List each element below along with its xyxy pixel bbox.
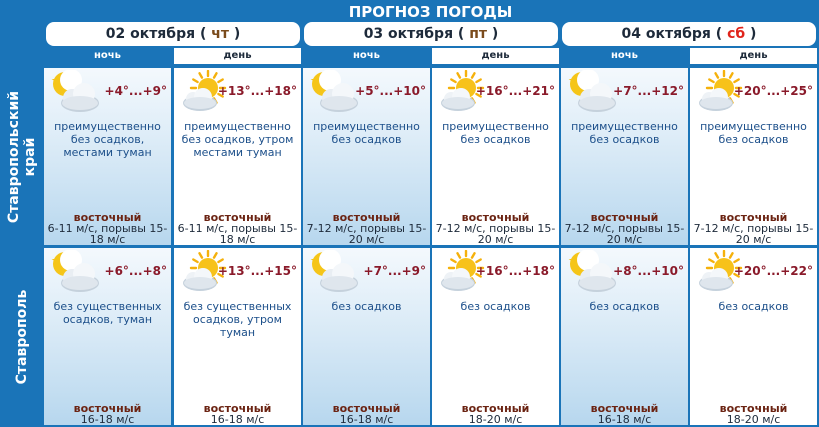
weather-description: преимущественно без осадков	[442, 120, 549, 146]
wind-info	[432, 212, 559, 245]
weather-description: без осадков	[589, 300, 660, 313]
wind-direction: восточный	[203, 211, 272, 224]
forecast-cell	[690, 68, 817, 245]
forecast-cell	[561, 248, 688, 425]
forecast-cell	[432, 68, 559, 245]
date-header	[304, 22, 558, 46]
wind-speed: 7-12 м/с, порывы 15-20 м/с	[306, 222, 427, 245]
weather-description: без существенных осадков, утром туман	[183, 300, 292, 339]
wind-direction: восточный	[590, 402, 659, 415]
wind-direction: восточный	[332, 402, 401, 415]
dow-bracket: (	[453, 26, 470, 42]
wind-direction: восточный	[73, 211, 142, 224]
weather-description: без осадков	[718, 300, 789, 313]
wind-speed: 6-11 м/с, порывы 15-18 м/с	[177, 222, 298, 245]
dow-bracket: )	[487, 26, 499, 42]
temperature-range: +7°...+9°	[363, 264, 426, 278]
forecast-cell	[44, 248, 171, 425]
temperature-range: +7°...+12°	[613, 84, 684, 98]
wind-info	[44, 403, 171, 425]
wind-speed: 16-18 м/с	[597, 413, 652, 425]
wind-speed: 7-12 м/с, порывы 15-20 м/с	[693, 222, 814, 245]
dow-bracket: (	[195, 26, 212, 42]
weather-description: преимущественно без осадков	[700, 120, 807, 146]
dow-bracket: )	[228, 26, 241, 42]
dow-bracket: (	[710, 26, 728, 42]
wind-info	[174, 212, 301, 245]
moon-cloud-icon	[48, 70, 104, 114]
temperature-range: +8°...+10°	[613, 264, 684, 278]
wind-direction: восточный	[461, 402, 530, 415]
wind-direction: восточный	[590, 211, 659, 224]
forecast-cell	[303, 248, 430, 425]
night-label: ночь	[303, 48, 430, 64]
wind-info	[303, 403, 430, 425]
day-label: день	[174, 48, 301, 64]
wind-info	[690, 403, 817, 425]
region-header	[0, 246, 44, 427]
region-header	[0, 66, 44, 247]
wind-info	[561, 212, 688, 245]
wind-direction: восточный	[719, 402, 788, 415]
night-label: ночь	[561, 48, 688, 64]
weather-description: без осадков	[331, 300, 402, 313]
weather-description: преимущественно без осадков, местами туман	[54, 120, 161, 159]
wind-direction: восточный	[461, 211, 530, 224]
dow-bracket: )	[745, 26, 757, 42]
wind-speed: 16-18 м/с	[80, 413, 135, 425]
temperature-range: +20°...+25°	[733, 84, 813, 98]
wind-info	[303, 212, 430, 245]
wind-info	[690, 212, 817, 245]
wind-direction: восточный	[203, 402, 272, 415]
date-label: 04 октября	[621, 26, 711, 42]
wind-speed: 18-20 м/с	[468, 413, 523, 425]
forecast-cell	[44, 68, 171, 245]
date-label: 02 октября	[105, 26, 196, 42]
night-label: ночь	[44, 48, 171, 64]
wind-info	[174, 403, 301, 425]
wind-direction: восточный	[73, 402, 142, 415]
day-of-week: чт	[211, 26, 229, 42]
region-name: Ставропольский край	[6, 90, 38, 223]
weather-description: преимущественно без осадков, утром местами туман	[181, 120, 294, 159]
temperature-range: +13°...+15°	[217, 264, 297, 278]
day-label: день	[432, 48, 559, 64]
temperature-range: +16°...+21°	[475, 84, 555, 98]
wind-info	[432, 403, 559, 425]
forecast-cell	[174, 248, 301, 425]
forecast-title: ПРОГНОЗ ПОГОДЫ	[44, 2, 817, 22]
weather-description: без осадков	[460, 300, 531, 313]
moon-cloud-icon	[307, 250, 363, 294]
temperature-range: +5°...+10°	[355, 84, 426, 98]
region-name: Ставрополь	[14, 289, 30, 384]
date-header	[46, 22, 300, 46]
day-label: день	[690, 48, 817, 64]
weather-description: преимущественно без осадков	[571, 120, 678, 146]
table-corner	[0, 0, 44, 66]
forecast-cell	[690, 248, 817, 425]
day-of-week: сб	[727, 26, 746, 42]
forecast-cell	[561, 68, 688, 245]
wind-speed: 6-11 м/с, порывы 15-18 м/с	[47, 222, 168, 245]
temperature-range: +4°...+9°	[104, 84, 167, 98]
wind-info	[44, 212, 171, 245]
forecast-cell	[432, 248, 559, 425]
temperature-range: +16°...+18°	[475, 264, 555, 278]
temperature-range: +13°...+18°	[217, 84, 297, 98]
date-label: 03 октября	[363, 26, 454, 42]
temperature-range: +20°...+22°	[733, 264, 813, 278]
date-header	[562, 22, 816, 46]
day-of-week: пт	[469, 26, 488, 42]
forecast-cell	[174, 68, 301, 245]
forecast-cell	[303, 68, 430, 245]
temperature-range: +6°...+8°	[104, 264, 167, 278]
wind-speed: 7-12 м/с, порывы 15-20 м/с	[564, 222, 685, 245]
wind-direction: восточный	[332, 211, 401, 224]
wind-speed: 16-18 м/с	[210, 413, 265, 425]
wind-speed: 7-12 м/с, порывы 15-20 м/с	[435, 222, 556, 245]
wind-speed: 16-18 м/с	[339, 413, 394, 425]
weather-description: без существенных осадков, туман	[53, 300, 162, 326]
weather-description: преимущественно без осадков	[313, 120, 420, 146]
wind-direction: восточный	[719, 211, 788, 224]
moon-cloud-icon	[48, 250, 104, 294]
wind-info	[561, 403, 688, 425]
wind-speed: 18-20 м/с	[726, 413, 781, 425]
